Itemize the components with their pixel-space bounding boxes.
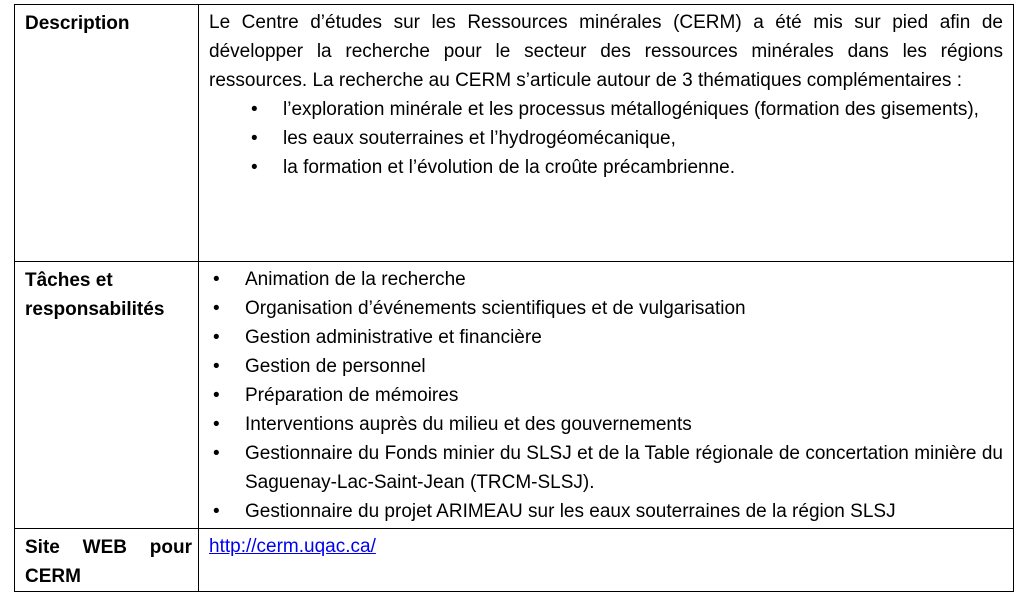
table-row-tasks <box>15 262 1014 529</box>
themes-list <box>209 95 1003 182</box>
tasks-list <box>209 265 1003 526</box>
list-item: • Gestionnaire du projet ARIMEAU sur les eaux souterraines de la région SLSJ <box>245 497 1003 526</box>
website-link[interactable]: http://cerm.uqac.ca/ <box>209 536 376 557</box>
row-content-cell <box>199 529 1014 592</box>
info-table <box>14 4 1014 592</box>
row-label-cell <box>15 262 199 529</box>
list-item: • l’exploration minérale et les processus métallogéniques (formation des gisements), <box>283 95 1003 124</box>
list-item: • Animation de la recherche <box>245 265 1003 294</box>
list-item: • les eaux souterraines et l’hydrogéomécanique, <box>283 124 1003 153</box>
row-label-description: Description <box>25 13 130 34</box>
list-item: • Préparation de mémoires <box>245 381 1003 410</box>
list-item: • Gestionnaire du Fonds minier du SLSJ et de la Table régionale de concertation minière du Saguenay-Lac-Saint-Jean (TRCM-SLSJ). <box>245 439 1003 497</box>
row-label-cell <box>15 529 199 592</box>
list-item: • Interventions auprès du milieu et des gouvernements <box>245 410 1003 439</box>
list-item: • Gestion administrative et financière <box>245 323 1003 352</box>
description-paragraph: Le Centre d’études sur les Ressources minérales (CERM) a été mis sur pied afin de développer la recherche pour le secteur des ressources minérales dans les régions ressources. La recherche au CERM s’articule autour de 3 thématiques complémentaires : <box>209 12 1003 91</box>
row-content-cell <box>199 262 1014 529</box>
list-item: • Organisation d’événements scientifiques et de vulgarisation <box>245 294 1003 323</box>
row-content-cell <box>199 5 1014 262</box>
list-item: • la formation et l’évolution de la croûte précambrienne. <box>283 153 1003 182</box>
row-label-cell <box>15 5 199 262</box>
row-label-tasks: Tâches et responsabilités <box>25 270 165 320</box>
list-item: • Gestion de personnel <box>245 352 1003 381</box>
table-row-website <box>15 529 1014 592</box>
row-label-website: Site WEB pour CERM <box>25 537 192 587</box>
table-row-description <box>15 5 1014 262</box>
